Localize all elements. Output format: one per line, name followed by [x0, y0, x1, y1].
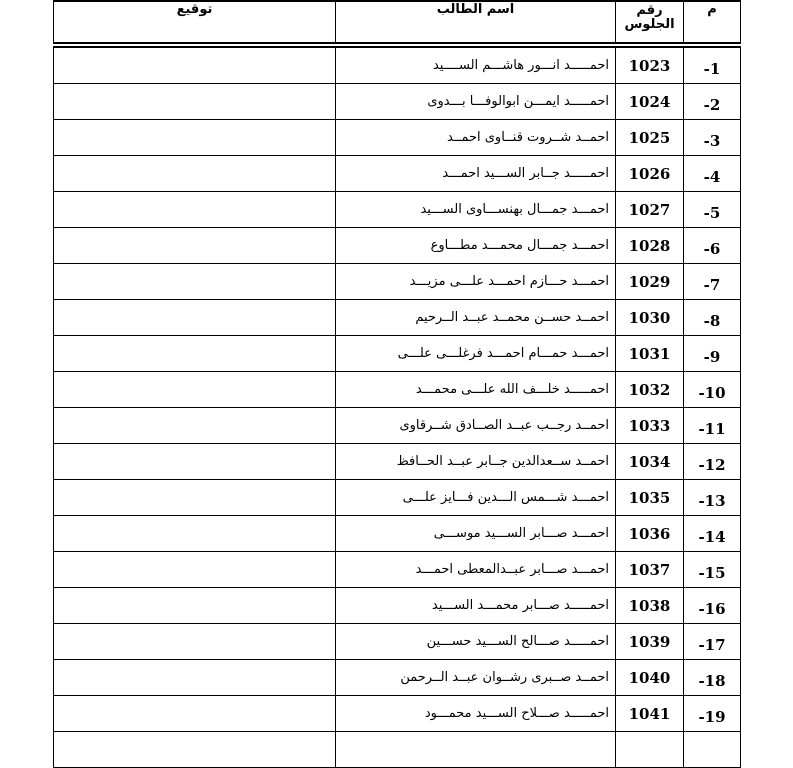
row-index: -5 — [703, 203, 721, 222]
signature-cell[interactable] — [54, 84, 336, 120]
signature-cell[interactable] — [54, 300, 336, 336]
row-index-cell — [684, 552, 741, 588]
row-index: -14 — [698, 527, 726, 546]
seat-number-cell: 1036 — [616, 516, 684, 552]
signature-cell[interactable] — [54, 624, 336, 660]
student-name-cell: احمـــد جمـــال بهنســـاوى الســـيد — [336, 192, 616, 228]
seat-number-cell: 1035 — [616, 480, 684, 516]
seat-number-column-header — [616, 1, 684, 43]
table-row — [54, 588, 741, 624]
seat-number-cell: 1031 — [616, 336, 684, 372]
row-index-cell — [684, 660, 741, 696]
student-name-cell: احمـــد صـــابر عبــدالمعطى احمـــد — [336, 552, 616, 588]
signature-cell[interactable] — [54, 372, 336, 408]
student-name-cell: احمـــــد صـــابر محمـــد الســـيد — [336, 588, 616, 624]
student-name-cell: احمـــــد صـــالح الســـيد حســـين — [336, 624, 616, 660]
row-index-cell — [684, 300, 741, 336]
table-row — [54, 120, 741, 156]
seat-number-cell: 1026 — [616, 156, 684, 192]
seat-number-cell: 1024 — [616, 84, 684, 120]
student-name-cell: احمـــد جمـــال محمـــد مطـــاوع — [336, 228, 616, 264]
signature-cell[interactable] — [54, 408, 336, 444]
seat-header-line2: الجلوس — [624, 17, 675, 32]
row-index-cell — [684, 228, 741, 264]
table-row — [54, 47, 741, 84]
table-row — [54, 336, 741, 372]
student-name-cell: احمـــــد صـــلاح الســـيد محمـــود — [336, 696, 616, 732]
student-name-cell: احمــد ســعدالدين جــابر عبــد الحــافظ — [336, 444, 616, 480]
row-index-cell — [684, 444, 741, 480]
index-column-header: م — [684, 1, 741, 43]
seat-number-cell: 1040 — [616, 660, 684, 696]
row-index: -1 — [703, 59, 721, 78]
table-row — [54, 624, 741, 660]
row-index-cell — [684, 516, 741, 552]
table-row — [54, 516, 741, 552]
student-name-cell: احمـــــد جــابر الســـيد احمـــد — [336, 156, 616, 192]
student-name-cell — [336, 732, 616, 768]
table-row — [54, 300, 741, 336]
row-index-cell — [684, 732, 741, 768]
row-index-cell — [684, 624, 741, 660]
signature-cell[interactable] — [54, 696, 336, 732]
seat-number-cell: 1038 — [616, 588, 684, 624]
seat-number-cell: 1025 — [616, 120, 684, 156]
row-index-cell — [684, 588, 741, 624]
seat-header-line1: رقم — [636, 3, 663, 18]
table-row — [54, 732, 741, 768]
signature-cell[interactable] — [54, 156, 336, 192]
row-index-cell — [684, 264, 741, 300]
signature-cell[interactable] — [54, 228, 336, 264]
signature-cell[interactable] — [54, 552, 336, 588]
row-index-cell — [684, 120, 741, 156]
student-name-cell: احمـــــد ايمـــن ابوالوفـــا بـــدوى — [336, 84, 616, 120]
student-name-cell: احمـــد حـــازم احمـــد علـــى مزيـــد — [336, 264, 616, 300]
signature-cell[interactable] — [54, 480, 336, 516]
row-index-cell — [684, 696, 741, 732]
table-row — [54, 552, 741, 588]
attendance-sheet — [53, 0, 740, 768]
signature-cell[interactable] — [54, 516, 336, 552]
table-row — [54, 372, 741, 408]
seat-number-cell: 1028 — [616, 228, 684, 264]
row-index: -11 — [698, 419, 726, 438]
row-index: -7 — [703, 275, 721, 294]
seat-number-cell: 1033 — [616, 408, 684, 444]
seat-number-cell: 1037 — [616, 552, 684, 588]
row-index: -2 — [703, 95, 721, 114]
row-index: -12 — [698, 455, 726, 474]
table-row — [54, 480, 741, 516]
seat-number-cell: 1041 — [616, 696, 684, 732]
row-index: -13 — [698, 491, 726, 510]
table-row — [54, 660, 741, 696]
student-name-cell: احمــد شــروت قنــاوى احمــد — [336, 120, 616, 156]
student-name-cell: احمـــــد خلـــف الله علـــى محمـــد — [336, 372, 616, 408]
seat-number-cell: 1034 — [616, 444, 684, 480]
row-index-cell — [684, 192, 741, 228]
row-index: -18 — [698, 671, 726, 690]
row-index-cell — [684, 336, 741, 372]
roster-body — [54, 47, 741, 768]
student-roster-table — [53, 0, 741, 768]
row-index-cell — [684, 408, 741, 444]
student-name-cell: احمــد رجــب عبــد الصــادق شــرقاوى — [336, 408, 616, 444]
table-row — [54, 84, 741, 120]
signature-cell[interactable] — [54, 120, 336, 156]
seat-number-cell: 1032 — [616, 372, 684, 408]
table-row — [54, 264, 741, 300]
row-index: -10 — [698, 383, 726, 402]
signature-cell[interactable] — [54, 47, 336, 84]
table-row — [54, 192, 741, 228]
row-index: -17 — [698, 635, 726, 654]
row-index-cell — [684, 480, 741, 516]
row-index: -9 — [703, 347, 721, 366]
seat-number-cell: 1030 — [616, 300, 684, 336]
student-name-cell: احمـــد شـــمس الـــدين فـــايز علـــى — [336, 480, 616, 516]
student-name-cell: احمـــد صـــابر الســـيد موســـى — [336, 516, 616, 552]
seat-number-cell: 1023 — [616, 47, 684, 84]
signature-cell[interactable] — [54, 264, 336, 300]
student-name-column-header: اسم الطالب — [336, 1, 616, 43]
row-index: -8 — [703, 311, 721, 330]
student-name-cell: احمــد صــبرى رشــوان عبــد الــرحمن — [336, 660, 616, 696]
row-index-cell — [684, 47, 741, 84]
signature-cell[interactable] — [54, 444, 336, 480]
row-index: -6 — [703, 239, 721, 258]
signature-cell[interactable] — [54, 732, 336, 768]
student-name-cell: احمــد حســن محمــد عبــد الــرحيم — [336, 300, 616, 336]
signature-column-header: توقيع — [54, 1, 336, 43]
row-index-cell — [684, 156, 741, 192]
signature-cell[interactable] — [54, 336, 336, 372]
student-name-cell: احمـــد حمـــام احمـــد فرغلـــى علـــى — [336, 336, 616, 372]
row-index: -16 — [698, 599, 726, 618]
seat-number-cell: 1027 — [616, 192, 684, 228]
table-row — [54, 444, 741, 480]
row-index: -19 — [698, 707, 726, 726]
row-index: -4 — [703, 167, 721, 186]
table-row — [54, 228, 741, 264]
seat-number-cell: 1029 — [616, 264, 684, 300]
table-row — [54, 408, 741, 444]
row-index: -3 — [703, 131, 721, 150]
seat-number-cell — [616, 732, 684, 768]
student-name-cell: احمـــــد انـــور هاشـــم الســــيد — [336, 47, 616, 84]
row-index-cell — [684, 372, 741, 408]
signature-cell[interactable] — [54, 588, 336, 624]
table-header-row — [54, 1, 741, 43]
row-index-cell — [684, 84, 741, 120]
signature-cell[interactable] — [54, 660, 336, 696]
row-index: -15 — [698, 563, 726, 582]
signature-cell[interactable] — [54, 192, 336, 228]
table-row — [54, 156, 741, 192]
seat-number-cell: 1039 — [616, 624, 684, 660]
table-row — [54, 696, 741, 732]
